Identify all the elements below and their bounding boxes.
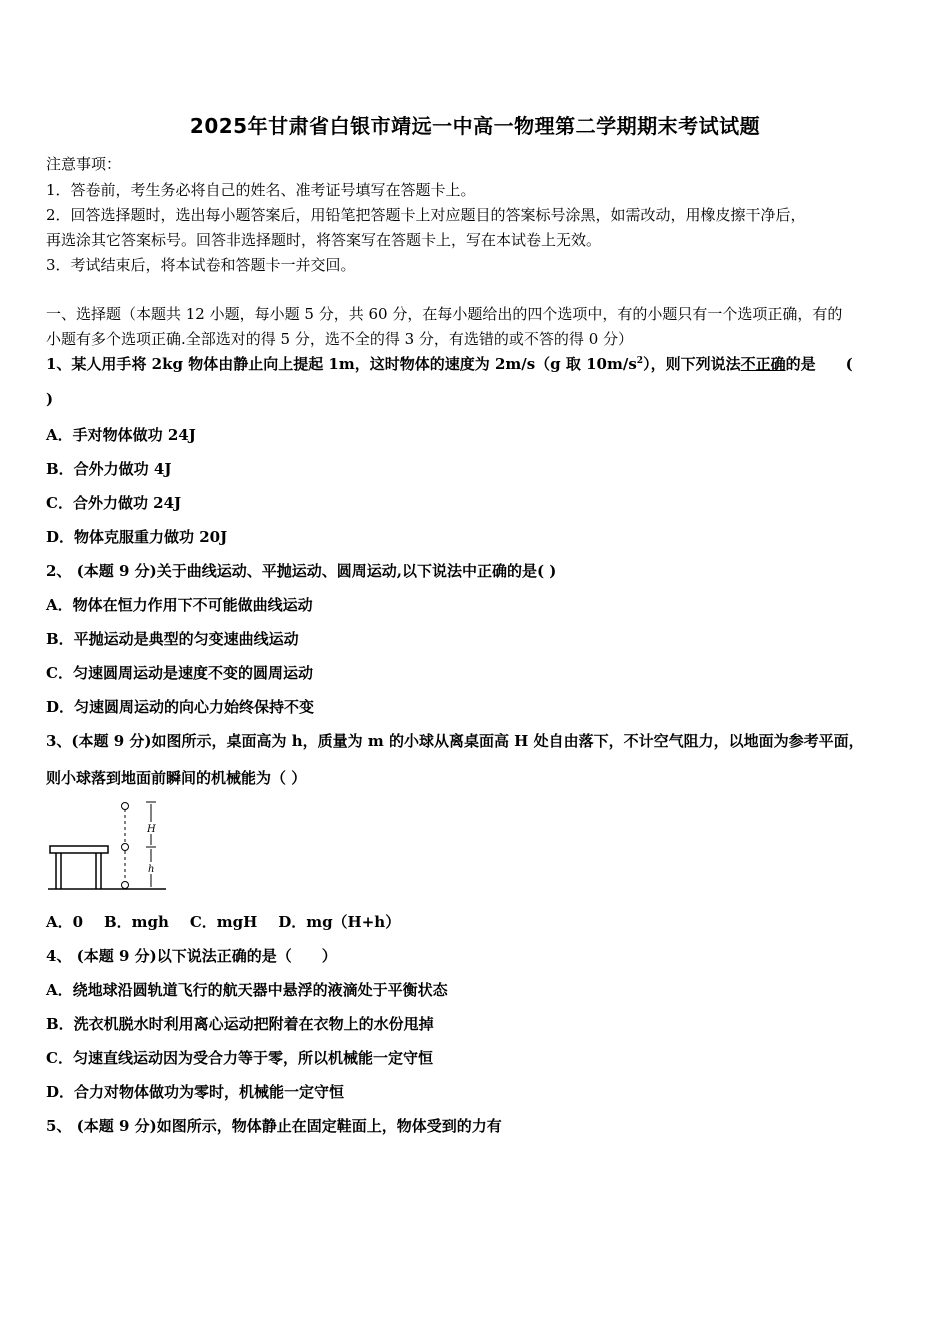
- notice-item: 2．回答选择题时，选出每小题答案后，用铅笔把答题卡上对应题目的答案标号涂黑，如需改动，用橡皮擦干净后，: [46, 206, 806, 224]
- ball-end: [122, 882, 129, 889]
- question-3-stem: 3、(本题 9 分)如图所示，桌面高为 h，质量为 m 的小球从离桌面高 H 处自由落下，不计空气阻力，以地面为参考平面，: [46, 732, 864, 750]
- q1-option: B．合外力做功 4J: [46, 460, 172, 478]
- table-top: [50, 846, 108, 853]
- notice-item: 1．答卷前，考生务必将自己的姓名、准考证号填写在答题卡上。: [46, 181, 476, 199]
- question-2-stem: 2、 (本题 9 分)关于曲线运动、平抛运动、圆周运动,以下说法中正确的是( ): [46, 562, 557, 580]
- q3-option: C．mgH: [189, 913, 258, 931]
- q3-option: B．mgh: [103, 913, 169, 931]
- question-5-stem: 5、 (本题 9 分)如图所示，物体静止在固定鞋面上，物体受到的力有: [46, 1117, 502, 1135]
- q4-option: B．洗衣机脱水时利用离心运动把附着在衣物上的水份甩掉: [46, 1015, 434, 1033]
- q1-stem-part: 1、某人用手将 2kg 物体由静止向上提起 1m，这时物体的速度为 2m/s（g 取 10m/s: [46, 355, 637, 373]
- notice-heading: 注意事项：: [46, 155, 122, 173]
- q3-option: A．0: [46, 913, 84, 931]
- q4-option: D．合力对物体做功为零时，机械能一定守恒: [46, 1083, 345, 1101]
- ball-middle: [122, 844, 129, 851]
- q1-stem-part: ），则下列说法: [643, 355, 741, 373]
- q4-option: A．绕地球沿圆轨道飞行的航天器中悬浮的液滴处于平衡状态: [46, 981, 448, 999]
- q2-option: B．平抛运动是典型的匀变速曲线运动: [46, 630, 299, 648]
- q1-paren-open: (: [845, 355, 853, 373]
- q1-option: D．物体克服重力做功 20J: [46, 528, 228, 546]
- q3-options: [46, 911, 400, 932]
- q1-option: C．合外力做功 24J: [46, 494, 182, 512]
- q4-option: C．匀速直线运动因为受合力等于零，所以机械能一定守恒: [46, 1049, 433, 1067]
- question-4-stem: 4、 (本题 9 分)以下说法正确的是（ ）: [46, 947, 337, 965]
- q1-option: A．手对物体做功 24J: [46, 426, 196, 444]
- notice-item: 再选涂其它答案标号。回答非选择题时，将答案写在答题卡上，写在本试卷上无效。: [46, 231, 602, 249]
- q2-option: D．匀速圆周运动的向心力始终保持不变: [46, 698, 315, 716]
- q1-emphasis: 不正确: [740, 355, 786, 373]
- q1-paren-close: ): [46, 390, 54, 408]
- question-3-stem: 则小球落到地面前瞬间的机械能为（ ）: [46, 769, 307, 787]
- q2-option: A．物体在恒力作用下不可能做曲线运动: [46, 596, 313, 614]
- q2-option: C．匀速圆周运动是速度不变的圆周运动: [46, 664, 313, 682]
- page-title: 2025年甘肃省白银市靖远一中高一物理第二学期期末考试试题: [189, 114, 761, 138]
- question-1-stem: [46, 353, 853, 374]
- ball-start: [122, 803, 129, 810]
- label-H: H: [147, 824, 156, 835]
- q3-option: D．mg（H+h）: [278, 913, 401, 931]
- label-h: h: [148, 864, 155, 875]
- notice-item: 3．考试结束后，将本试卷和答题卡一并交回。: [46, 256, 356, 274]
- q1-superscript: 2: [636, 356, 644, 366]
- table-ball-diagram: [46, 800, 176, 895]
- section-instruction: 一、选择题（本题共 12 小题，每小题 5 分，共 60 分，在每小题给出的四个选项中，有的小题只有一个选项正确，有的: [46, 305, 843, 323]
- q1-stem-part: 的是: [785, 355, 816, 373]
- diagram-svg: [46, 800, 176, 895]
- section-instruction: 小题有多个选项正确.全部选对的得 5 分，选不全的得 3 分，有选错的或不答的得 0 分）: [46, 330, 634, 348]
